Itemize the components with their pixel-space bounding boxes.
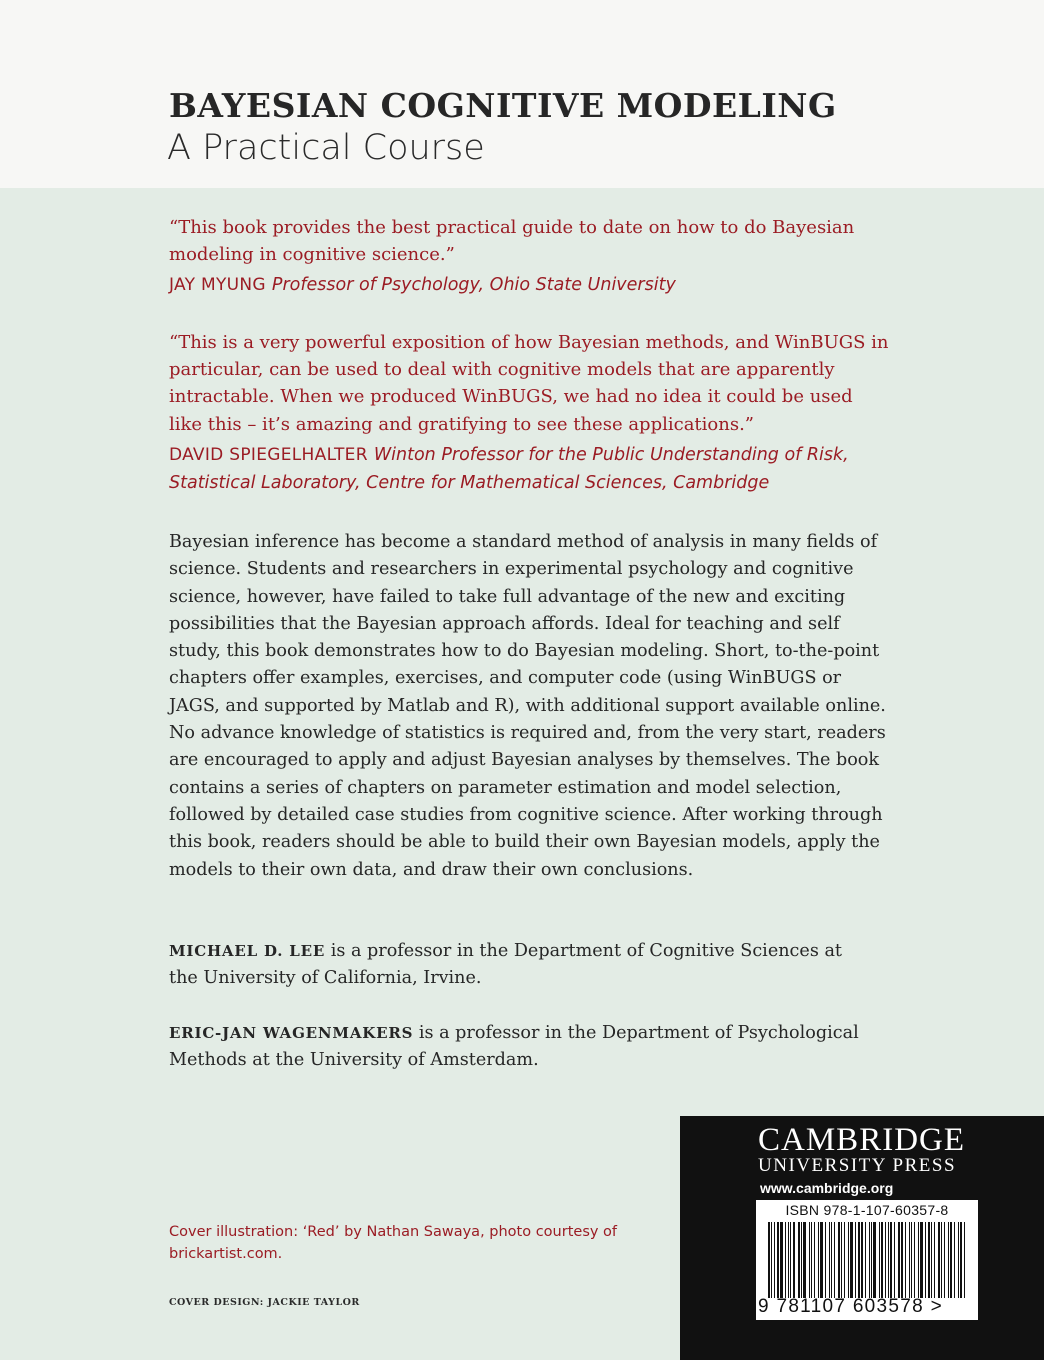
barcode-stripe xyxy=(855,1222,856,1298)
author-name: MICHAEL D. LEE xyxy=(169,942,326,960)
barcode-stripe xyxy=(918,1222,919,1298)
quote-text: “This is a very powerful exposition of how Bayesian methods, and WinBUGS in particular, can be used to deal with cognitive models that are apparently intractable. When we produced WinBUGS, we had no idea it could be used like this – it’s amazing and gratifying to see these applications.” xyxy=(169,332,889,435)
author-bio-text: is a professor in the Department of Psychological Methods at the University of Amsterdam. xyxy=(169,1023,859,1071)
author-bio xyxy=(169,1020,859,1075)
quote-author-role: Professor of Psychology, Ohio State University xyxy=(271,275,676,296)
barcode-stripe xyxy=(894,1222,895,1298)
barcode-stripe xyxy=(925,1222,926,1298)
barcode-stripe xyxy=(911,1222,913,1298)
barcode-stripe xyxy=(905,1222,906,1298)
author-name: ERIC-JAN WAGENMAKERS xyxy=(169,1024,414,1042)
barcode-stripe xyxy=(774,1222,775,1298)
barcode-stripe xyxy=(888,1222,889,1298)
barcode-stripe xyxy=(941,1222,943,1298)
barcode-stripe xyxy=(820,1222,823,1298)
quote-attribution xyxy=(169,271,889,299)
barcode-stripe xyxy=(768,1222,770,1298)
barcode-stripe xyxy=(879,1222,880,1298)
barcode-stripe xyxy=(901,1222,903,1298)
book-subtitle: A Practical Course xyxy=(167,128,485,168)
barcode-stripe xyxy=(809,1222,810,1298)
quote-block xyxy=(169,214,889,300)
barcode-stripe xyxy=(920,1222,923,1298)
barcode-stripe xyxy=(801,1222,802,1298)
barcode-stripe xyxy=(850,1222,853,1298)
cover-credit: Cover illustration: ‘Red’ by Nathan Sawaya, photo courtesy of brickartist.com. xyxy=(169,1224,618,1262)
barcode-stripe xyxy=(890,1222,892,1298)
quote-author-name: JAY MYUNG xyxy=(169,275,266,296)
quote-author-name: DAVID SPIEGELHALTER xyxy=(169,444,368,465)
barcode-stripe xyxy=(861,1222,863,1298)
barcode-stripe xyxy=(869,1222,870,1298)
barcode-stripe xyxy=(831,1222,832,1298)
barcode-stripe xyxy=(803,1222,806,1298)
isbn-barcode xyxy=(756,1200,978,1320)
barcode-stripe xyxy=(873,1222,876,1298)
barcode-stripe xyxy=(793,1222,795,1298)
barcode-stripe xyxy=(865,1222,866,1298)
barcode-stripe xyxy=(834,1222,835,1298)
quote-text: “This book provides the best practical guide to date on how to do Bayesian modeling in cognitive science.” xyxy=(169,217,855,266)
barcode-stripe xyxy=(814,1222,816,1298)
header-band xyxy=(0,0,1044,188)
barcode-stripe xyxy=(938,1222,940,1298)
quote-block xyxy=(169,329,889,497)
barcode-stripe xyxy=(811,1222,812,1298)
barcode-stripe xyxy=(948,1222,949,1298)
barcode-stripe xyxy=(780,1222,783,1298)
barcode-stripe xyxy=(825,1222,827,1298)
publisher-url: www.cambridge.org xyxy=(760,1180,894,1196)
quote-attribution xyxy=(169,441,889,497)
barcode-stripe xyxy=(914,1222,915,1298)
publisher-logo-name: CAMBRIDGE xyxy=(758,1122,966,1158)
barcode-stripe xyxy=(871,1222,872,1298)
quote-author-role: Winton Professor for the Public Understanding of Risk, Statistical Laboratory, Centre for Mathematical Sciences, Cambridge xyxy=(169,444,849,494)
book-description: Bayesian inference has become a standard method of analysis in many fields of science. Students and researchers in experimental psychology and cognitive science, however, have failed to take full advantage of the new and exciting possibilities that the Bayesian approach affords. Ideal for teaching and self study, this book demonstrates how to do Bayesian modeling. Short, to-the-point chapters offer examples, exercises, and computer code (using WinBUGS or JAGS, and supported by Matlab and R), with additional support available online. No advance knowledge of statistics is required and, from the very start, readers are encouraged to apply and adjust Bayesian analyses by themselves. The book contains a series of chapters on parameter estimation and model selection, followed by detailed case studies from cognitive science. After working through this book, readers should be able to build their own Bayesian models, apply the models to their own data, and draw their own conclusions. xyxy=(169,532,886,880)
publisher-logo-press: UNIVERSITY PRESS xyxy=(758,1155,957,1176)
barcode-stripe xyxy=(944,1222,945,1298)
barcode-stripe xyxy=(881,1222,883,1298)
barcode-stripe xyxy=(934,1222,935,1298)
barcode-stripe xyxy=(829,1222,830,1298)
barcode-stripe xyxy=(848,1222,849,1298)
isbn-label: ISBN 978-1-107-60357-8 xyxy=(785,1202,949,1218)
barcode-stripe xyxy=(841,1222,843,1298)
barcode-stripe xyxy=(954,1222,955,1298)
barcode-stripe xyxy=(844,1222,845,1298)
barcode-stripe xyxy=(909,1222,910,1298)
barcode-stripe xyxy=(798,1222,800,1298)
barcode-stripe xyxy=(885,1222,886,1298)
barcode-stripe xyxy=(928,1222,930,1298)
barcode-number: 9 781107 603578 > xyxy=(758,1296,943,1317)
barcode-stripe xyxy=(838,1222,840,1298)
barcode-stripe xyxy=(790,1222,791,1298)
barcode-stripe xyxy=(950,1222,953,1298)
barcode-stripe xyxy=(958,1222,959,1298)
author-bio xyxy=(169,938,859,993)
barcode-stripe xyxy=(818,1222,819,1298)
barcode-stripe xyxy=(785,1222,786,1298)
barcode-stripe xyxy=(858,1222,860,1298)
barcode-stripe xyxy=(964,1222,965,1298)
barcode-stripe xyxy=(931,1222,932,1298)
barcode-stripe xyxy=(777,1222,779,1298)
cover-designer: COVER DESIGN: JACKIE TAYLOR xyxy=(169,1297,360,1308)
barcode-stripe xyxy=(771,1222,772,1298)
book-title: BAYESIAN COGNITIVE MODELING xyxy=(169,86,837,125)
barcode-stripe xyxy=(788,1222,789,1298)
barcode-stripe xyxy=(898,1222,901,1298)
barcode-bars xyxy=(768,1222,968,1298)
barcode-stripe xyxy=(960,1222,962,1298)
author-bio-text: is a professor in the Department of Cognitive Sciences at the University of California, Irvine. xyxy=(169,941,843,989)
